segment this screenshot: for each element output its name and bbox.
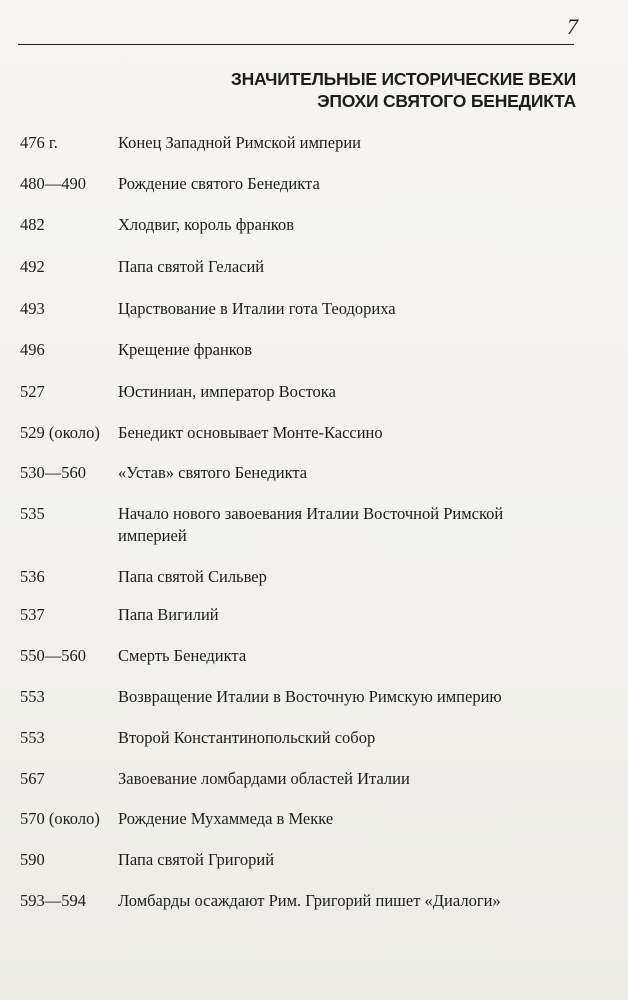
entry-event: Юстиниан, император Востока (118, 382, 336, 401)
entry-date: 476 г. (20, 133, 58, 152)
entry-event: Папа святой Геласий (118, 257, 265, 276)
entry-date: 492 (20, 257, 45, 276)
entry-date: 496 (20, 340, 45, 359)
entry-event: Царствование в Италии гота Теодориха (118, 299, 396, 318)
entry-event: Рождение Мухаммеда в Мекке (118, 809, 334, 828)
entry-date: 550—560 (20, 646, 86, 665)
entry-event: Крещение франков (118, 340, 253, 359)
entry-date: 529 (около) (20, 423, 100, 442)
entry-event: Бенедикт основывает Монте-Кассино (118, 423, 383, 442)
entry-event: Завоевание ломбардами областей Италии (118, 769, 410, 788)
entry-date: 553 (20, 728, 45, 747)
entry-date: 527 (20, 382, 45, 401)
page-title-line: ЗНАЧИТЕЛЬНЫЕ ИСТОРИЧЕСКИЕ ВЕХИ (230, 69, 576, 89)
entry-date: 480—490 (20, 174, 86, 193)
entry-event: Папа святой Григорий (118, 850, 275, 869)
entry-date: 537 (20, 605, 45, 624)
entry-event: «Устав» святого Бенедикта (118, 463, 308, 482)
entry-event: Папа Вигилий (118, 605, 219, 624)
entry-date: 535 (20, 504, 45, 523)
entry-event: Конец Западной Римской империи (118, 133, 361, 152)
entry-date: 493 (20, 299, 45, 318)
entry-date: 482 (20, 215, 45, 234)
entry-date: 570 (около) (20, 809, 100, 828)
entry-event: Начало нового завоевания Италии Восточной Римской империей (118, 504, 504, 545)
entry-event: Папа святой Сильвер (118, 567, 267, 586)
entry-event: Хлодвиг, король франков (118, 215, 295, 234)
page-number: 7 (567, 14, 578, 39)
entry-date: 567 (20, 769, 45, 788)
entry-event: Возвращение Италии в Восточную Римскую империю (118, 687, 502, 706)
entry-date: 590 (20, 850, 45, 869)
entry-event: Смерть Бенедикта (118, 646, 247, 665)
entry-date: 530—560 (20, 463, 86, 482)
entry-date: 553 (20, 687, 45, 706)
page-title-line: ЭПОХИ СВЯТОГО БЕНЕДИКТА (317, 91, 576, 111)
entry-date: 536 (20, 567, 45, 586)
entry-event: Ломбарды осаждают Рим. Григорий пишет «Диалоги» (118, 891, 501, 910)
entry-event: Рождение святого Бенедикта (118, 174, 320, 193)
entry-date: 593—594 (20, 891, 86, 910)
entry-event: Второй Константинопольский собор (118, 728, 376, 747)
